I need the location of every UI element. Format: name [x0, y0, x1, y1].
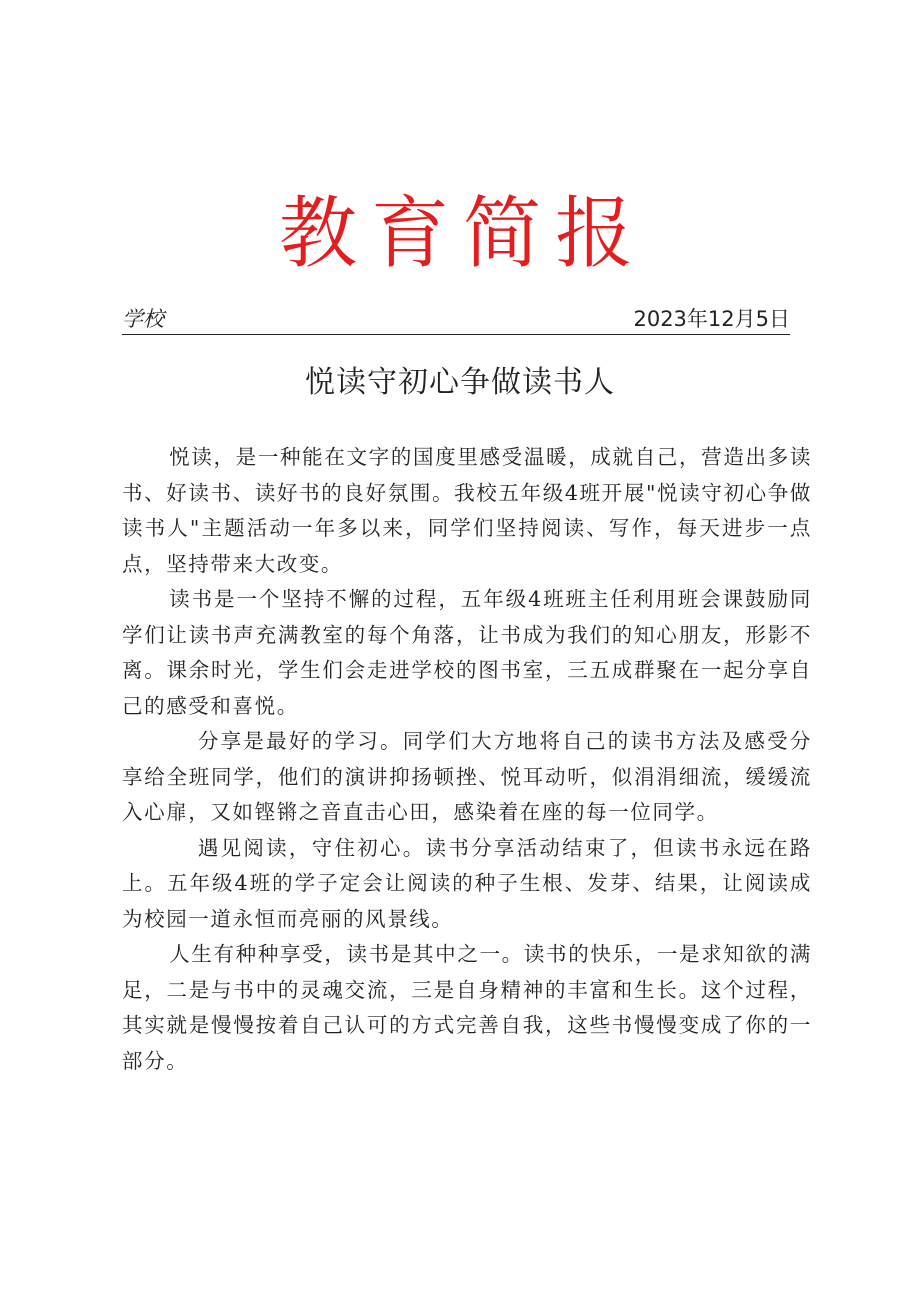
article-title: 悦读守初心争做读书人	[305, 365, 615, 400]
article-paragraph: 人生有种种享受，读书是其中之一。读书的快乐，一是求知欲的满足，二是与书中的灵魂交流，三是自身精神的丰富和生长。这个过程，其实就是慢慢按着自己认可的方式完善自我，这些书慢慢变成了你的一部分。	[122, 942, 812, 1073]
article-paragraph: 读书是一个坚持不懈的过程，五年级4班班主任利用班会课鼓励同学们让读书声充满教室的每个角落，让书成为我们的知心朋友，形影不离。课余时光，学生们会走进学校的图书室，三五成群聚在一起分享自己的感受和喜悦。	[122, 587, 812, 718]
article-paragraph: 分享是最好的学习。同学们大方地将自己的读书方法及感受分享给全班同学，他们的演讲抑扬顿挫、悦耳动听，似涓涓细流，缓缓流入心扉，又如铿锵之音直击心田，感染着在座的每一位同学。	[122, 729, 812, 824]
article-body	[122, 440, 812, 1079]
article-paragraph: 遇见阅读，守住初心。读书分享活动结束了，但读书永远在路上。五年级4班的学子定会让阅读的种子生根、发芽、结果，让阅读成为校园一道永恒而亮丽的风景线。	[122, 835, 812, 931]
article-paragraph: 悦读，是一种能在文字的国度里感受温暖，成就自己，营造出多读书、好读书、读好书的良好氛围。我校五年级4班开展"悦读守初心争做读书人"主题活动一年多以来，同学们坚持阅读、写作，每天进步一点点，坚持带来大改变。	[122, 445, 812, 576]
school-label: 学校	[122, 307, 164, 331]
masthead-title: 教育简报	[278, 189, 647, 279]
dateline	[122, 304, 790, 335]
issue-date: 2023年12月5日	[633, 307, 790, 331]
